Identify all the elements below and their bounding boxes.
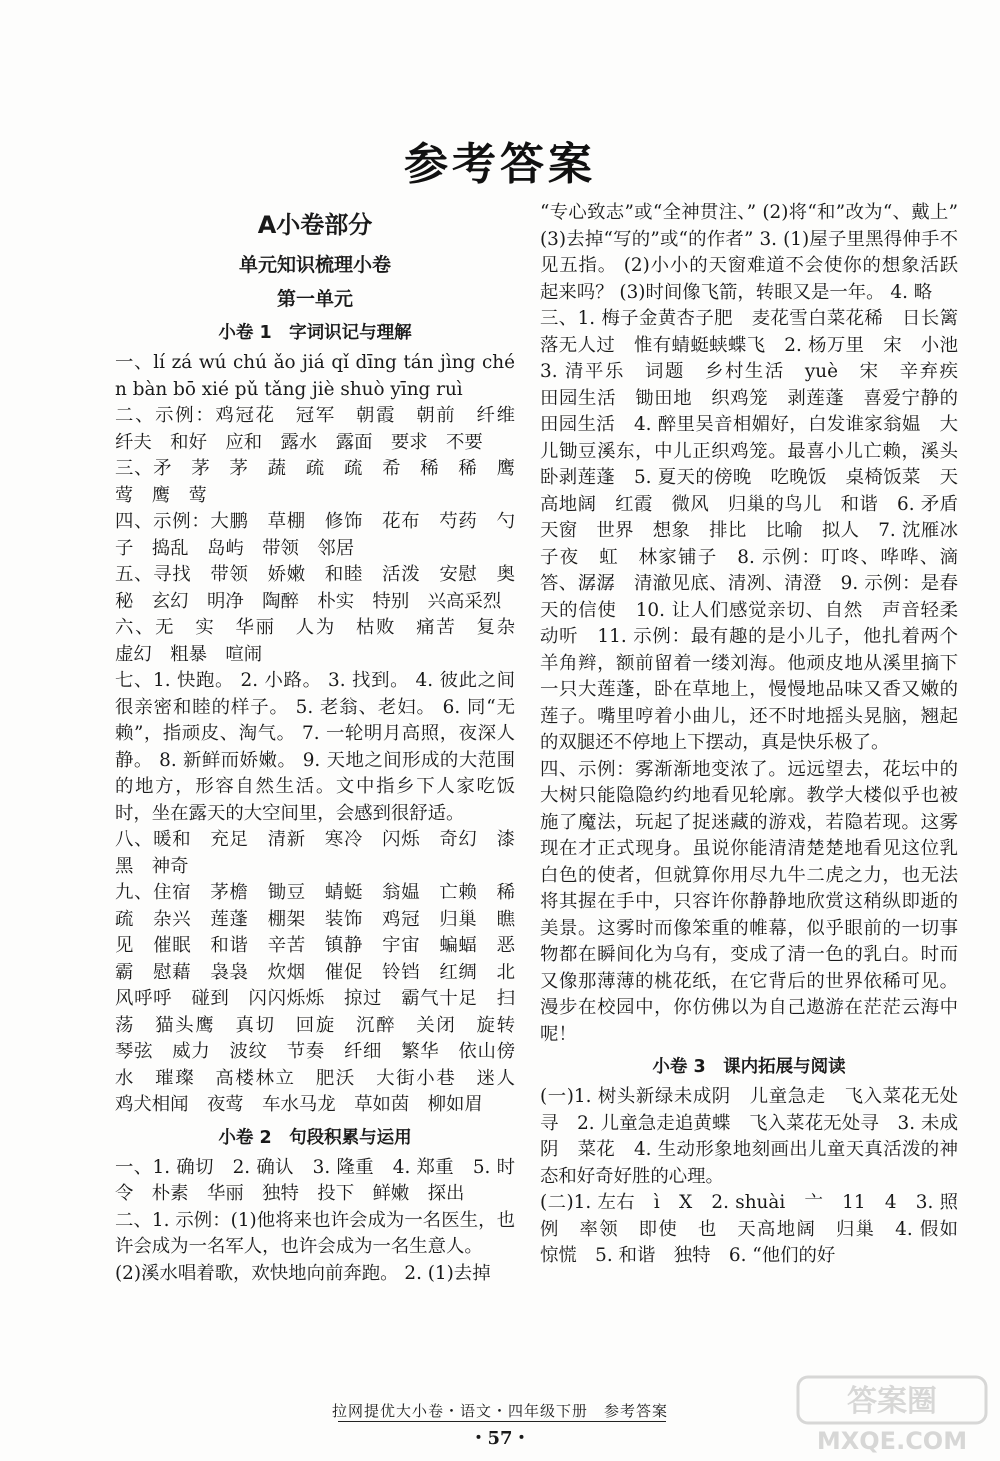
- left-column: [115, 200, 534, 1287]
- quiz1-item: 三、矛 茅 茅 蔬 疏 疏 希 稀 稀 鹰 莺 鹰 莺: [115, 458, 534, 506]
- continued-item: “专心致志”或“全神贯注、” (2)将“和”改为“、戴上” (3)去掉“写的”或“的作者” 3. (1)屋子里黑得伸手不见五指。 (2)小小的天窗难道不会使你的想象活跃起来吗？ (3)时间像飞箭，转眼又是一年。 4. 略: [540, 202, 958, 303]
- unit-title: 第一单元: [276, 288, 353, 310]
- quiz3-item: (一)1. 树头新绿未成阴 儿童急走 飞入菜花无处寻 2. 儿童急走追黄蝶 飞入菜花无处寻 3. 未成阴 菜花 4. 生动形象地刻画出儿童天真活泼的神态和好奇好胜的心理。: [540, 1086, 958, 1187]
- quiz2-item: 二、1. 示例：(1)他将来也许会成为一名医生，也许会成为一名军人，也许会成为一名生意人。: [115, 1209, 515, 1257]
- quiz1-item: 八、暖和 充足 清新 寒冷 闪烁 奇幻 漆黑 神奇: [115, 829, 515, 877]
- svg-text:MXQE.COM: MXQE.COM: [816, 1427, 968, 1455]
- quiz1-title: 小卷 1 字词识记与理解: [218, 323, 412, 343]
- quiz1-item: 四、示例：大鹏 草棚 修饰 花布 芍药 勺子 捣乱 岛屿 带领 邻居: [115, 511, 515, 559]
- quiz1-item: 二、示例：鸡冠花 冠军 朝霞 朝前 纤维 纤夫 和好 应和 露水 露面 要求 不要: [115, 405, 534, 453]
- page-title: 参考答案: [404, 139, 596, 190]
- watermark-logo: [792, 1373, 992, 1457]
- quiz3-title: 小卷 3 课内拓展与阅读: [652, 1057, 846, 1077]
- quiz1-item: 五、寻找 带领 娇嫩 和睦 活泼 安慰 奥秘 玄幻 明净 陶醉 朴实 特别 兴高采烈: [115, 564, 515, 612]
- footer-rule: [338, 1421, 666, 1422]
- quiz1-item: 一、lí zá wú chú ǎo jiá qǐ dīng tán jìng chén bàn bō xié pǔ tǎng jiè shuò yīng ruì: [115, 352, 515, 400]
- continued-item: 四、示例：雾渐渐地变浓了。远远望去，花坛中的大树只能隐隐约约地看见轮廓。教学大楼似乎也被施了魔法，玩起了捉迷藏的游戏，若隐若现。这雾现在才正式现身。虽说你能清清楚楚地看见这位乳白色的使者，但就算你用尽九牛二虎之力，也无法将其握在手中，只容许你静静地欣赏这稍纵即逝的美景。这雾时而像笨重的帷幕，似乎眼前的一切事物都在瞬间化为乌有，变成了清一色的乳白。时而又像那薄薄的桃花纸，在它背后的世界依稀可见。漫步在校园中，你仿佛以为自己遨游在茫茫云海中呢！: [540, 758, 958, 1045]
- running-footer: 拉网提优大小卷・语文・四年级下册 参考答案: [331, 1402, 668, 1420]
- right-column: [540, 200, 977, 1270]
- svg-text:答案圈: 答案圈: [847, 1384, 937, 1419]
- continued-item: 三、1. 梅子金黄杏子肥 麦花雪白菜花稀 日长篱落无人过 惟有蜻蜓蛱蝶飞 2. 杨万里 宋 小池 3. 清平乐 词题 乡村生活 yuè 宋 辛弃疾 田园生活 锄田地 织鸡笼 剥莲蓬 喜爱宁静的田园生活 4. 醉里吴音相媚好，白发谁家翁媪 大儿锄豆溪东，中儿正织鸡笼。最喜小儿亡赖，溪头卧剥莲蓬 5. 夏天的傍晚 吃晚饭 桌椅饭菜 天高地阔 红霞 微风 归巢的鸟儿 和谐 6. 矛盾 天窗 世界 想象 排比 比喻 拟人 7. 沈雁冰 子夜 虹 林家铺子 8. 示例：叮咚、哗哗、滴答、潺潺 清澈见底、清冽、清澄 9. 示例：是春天的信使 10. 让人们感觉亲切、自然 声音轻柔动听 11. 示例：最有趣的是小儿子，他扎着两个羊角辫，额前留着一缕刘海。他顽皮地从溪里摘下一只大莲蓬，卧在草地上，慢慢地品味又香又嫩的莲子。嘴里哼着小曲儿，还不时地摇头晃脑，翘起的双腿还不停地上下摆动，真是快乐极了。: [540, 308, 977, 753]
- quiz2-title: 小卷 2 句段积累与运用: [218, 1127, 412, 1148]
- quiz1-item: 六、无 实 华丽 人为 枯败 痛苦 复杂 虚幻 粗暴 喧闹: [115, 617, 534, 665]
- quiz2-item: (2)溪水唱着歌，欢快地向前奔跑。 2. (1)去掉: [115, 1262, 491, 1284]
- section-title: A小卷部分: [257, 211, 373, 239]
- quiz3-item: (二)1. 左右 ì X 2. shuài 亠 11 4 3. 照例 率领 即使 也 天高地阔 归巢 4. 假如 惊慌 5. 和谐 独特 6. “他们的好: [540, 1192, 977, 1266]
- page-number: ・57・: [469, 1428, 531, 1449]
- quiz1-item: 七、1. 快跑。 2. 小路。 3. 找到。 4. 彼此之间很亲密和睦的样子。 5. 老翁、老妇。 6. 同“无赖”，指顽皮、淘气。 7. 一轮明月高照，夜深人静。 8. 新鲜而娇嫩。 9. 天地之间形成的大范围的地方，形容自然生活。文中指乡下人家吃饭时，坐在露天的大空间里，会感到很舒适。: [115, 670, 515, 824]
- subsection-title: 单元知识梳理小卷: [238, 254, 391, 276]
- quiz2-item: 一、1. 确切 2. 确认 3. 隆重 4. 郑重 5. 时令 朴素 华丽 独特 投下 鲜嫩 探出: [115, 1156, 515, 1204]
- quiz1-item: 九、住宿 茅檐 锄豆 蜻蜓 翁媪 亡赖 稀疏 杂兴 莲蓬 棚架 装饰 鸡冠 归巢 瞧见 催眠 和谐 辛苦 镇静 宇宙 蝙蝠 恶霸 慰藉 袅袅 炊烟 催促 铃铛 红绸 北风呼呼 碰到 闪闪烁烁 掠过 霸气十足 扫荡 猫头鹰 真切 回旋 沉醉 关闭 旋转 琴弦 威力 波纹 节奏 纤细 繁华 依山傍水 璀璨 高楼林立 肥沃 大街小巷 迷人 鸡犬相闻 夜莺 车水马龙 草如茵 柳如眉: [115, 882, 534, 1115]
